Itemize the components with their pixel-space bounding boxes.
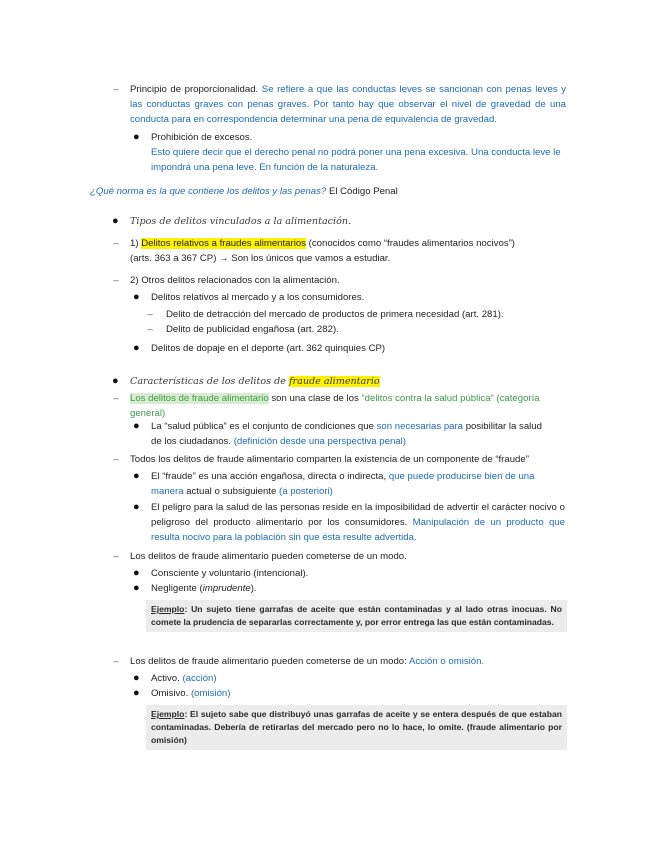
bullet-icon: ●: [133, 672, 140, 684]
fraude-accion-rest: actual o subsiguiente: [186, 486, 277, 497]
item1-prefix: 1): [130, 238, 139, 249]
item1-rest: (conocidos como “fraudes alimentarios nocivos”): [308, 238, 516, 249]
ejemplo-2-text: : El sujeto sabe que distribuyó unas garrafas de aceite y se entera después de que estaban contaminadas. Debería de retirarlas del mercado pero no lo hace, lo omite. (fraude alimentario por omisión): [151, 709, 562, 745]
tipos-item-2: 2) Otros delitos relacionados con la alimentación.: [130, 275, 340, 286]
principio-paragraph: [130, 82, 566, 127]
salud-line2: de los ciudadanos.: [151, 436, 232, 447]
dash-icon: –: [147, 309, 153, 320]
dash-icon: –: [113, 393, 119, 404]
dash-icon: –: [113, 84, 119, 95]
bullet-icon: ●: [133, 342, 140, 354]
peligro-text: El peligro para la salud de las personas reside en la imposibilidad de advertir el carácter nocivo o peligroso del producto alimentario por los consumidores.: [151, 502, 565, 528]
question-answer: El Código Penal: [328, 186, 398, 197]
ejemplo-2-box: [146, 705, 567, 750]
activo-blue: (acción): [182, 673, 217, 684]
fraude-accion-blue1: que puede producirse bien de una: [388, 471, 535, 482]
dash-icon: –: [113, 454, 119, 465]
question-text: ¿Qué norma es la que contiene los delitos y las penas?: [90, 186, 327, 197]
mercado-item: Delitos relativos al mercado y a los consumidores.: [151, 292, 365, 303]
dash-icon: –: [113, 656, 119, 667]
salud-blue: son necesarias para: [376, 421, 464, 432]
dash-icon: –: [113, 275, 119, 286]
ejemplo-1-box: [146, 600, 567, 632]
norma-question: [90, 184, 570, 199]
principio-label: Principio de proporcionalidad.: [130, 84, 259, 95]
modo-2-blue: Acción o omisión.: [408, 656, 485, 667]
activo-item: [151, 671, 561, 686]
modo-1: Los delitos de fraude alimentario pueden cometerse de un modo.: [130, 551, 407, 562]
salud-paragraph: [151, 419, 567, 449]
item1-highlight: Delitos relativos a fraudes alimentarios: [141, 238, 306, 249]
ejemplo-1-text: : Un sujeto tiene garrafas de aceite que están contaminadas y al lado otras inocuas. No comete la prudencia de separarlas correctamente y, por error entrega las que están contaminadas.: [151, 604, 562, 627]
dash-icon: –: [113, 238, 119, 249]
item1-line2: (arts. 363 a 367 CP) → Son los únicos que vamos a estudiar.: [130, 253, 391, 264]
imprudente-text: imprudente: [202, 583, 251, 594]
bullet-icon: ●: [133, 470, 140, 482]
omisivo-text: Omisivo.: [151, 688, 189, 699]
dash-icon: –: [147, 324, 153, 335]
activo-text: Activo.: [151, 673, 180, 684]
tipos-item-1: [130, 236, 570, 266]
fraude-accion-text: El “fraude” es una acción engañosa, directa o indirecta,: [151, 471, 387, 482]
fraude-accion-blue2: manera: [151, 486, 184, 497]
bullet-icon: ●: [133, 687, 140, 699]
prohibicion-label: Prohibición de excesos.: [151, 132, 253, 143]
caracteristicas-prefix: Características de los delitos de: [130, 376, 286, 387]
caracteristicas-highlight: fraude alimentario: [288, 376, 380, 387]
peligro-paragraph: [151, 500, 565, 545]
bullet-icon: ●: [133, 567, 140, 579]
ejemplo-1-label: Ejemplo: [151, 604, 185, 614]
dopaje-item: Delitos de dopaje en el deporte (art. 362 quinquies CP): [151, 343, 386, 354]
salud-definition: (definición desde una perspectiva penal): [233, 436, 406, 447]
dash-icon: –: [113, 551, 119, 562]
consciente-item: Consciente y voluntario (intencional).: [151, 568, 309, 579]
negligente-text: Negligente (: [151, 583, 203, 594]
bullet-icon: ●: [133, 131, 140, 143]
bullet-icon: ●: [133, 291, 140, 303]
modo-2-text: Los delitos de fraude alimentario pueden cometerse de un modo:: [130, 656, 407, 667]
bullet-icon: ●: [133, 501, 140, 513]
detraccion-item: Delito de detracción del mercado de productos de primera necesidad (art. 281).: [166, 309, 504, 320]
clase-quote: “delitos contra la salud pública”: [361, 393, 494, 404]
modo-2: [130, 654, 570, 669]
clase-category: (categoría general): [130, 393, 540, 419]
prohibicion-desc: Esto quiere decir que el derecho penal no podrá poner una pena excesiva. Una conducta leve le impondrá una pena leve. En función de la naturaleza.: [151, 147, 561, 173]
prohibicion-paragraph: [151, 130, 569, 175]
bullet-icon: ●: [133, 420, 140, 432]
principio-desc: Se refiere a que las conductas leves se sancionan con penas leves y las conductas graves con penas graves. Por tanto hay que observar el nivel de gravedad de una conducta para en correspondencia determinar una pena de equivalencia de gravedad.: [130, 84, 566, 125]
omisivo-item: [151, 686, 561, 701]
ejemplo-2-label: Ejemplo: [151, 709, 185, 719]
publicidad-item: Delito de publicidad engañosa (art. 282).: [166, 324, 339, 335]
fraude-accion-paragraph: [151, 469, 567, 499]
clase-paragraph: [130, 391, 570, 421]
clase-highlight: Los delitos de fraude alimentario: [130, 393, 269, 404]
bullet-icon: ●: [133, 582, 140, 594]
salud-rest: posibilitar la salud: [465, 421, 542, 432]
fraude-componente: Todos los delitos de fraude alimentario comparten la existencia de un componente de “fraude”: [130, 454, 529, 465]
negligente-item: [151, 581, 561, 596]
omisivo-blue: (omisión): [190, 688, 231, 699]
bullet-icon: ●: [112, 375, 119, 387]
caracteristicas-heading: [130, 374, 560, 389]
bullet-icon: ●: [112, 215, 119, 227]
fraude-accion-post: (a posteriori): [279, 486, 333, 497]
tipos-heading: Tipos de delitos vinculados a la alimentación.: [130, 216, 352, 227]
negligente-end: ).: [250, 583, 257, 594]
salud-text: La “salud pública” es el conjunto de condiciones que: [151, 421, 374, 432]
peligro-blue: Manipulación de un producto que resulta nocivo para la población sin que ésta resulte advertida.: [151, 517, 565, 543]
clase-mid: son una clase de los: [271, 393, 359, 404]
